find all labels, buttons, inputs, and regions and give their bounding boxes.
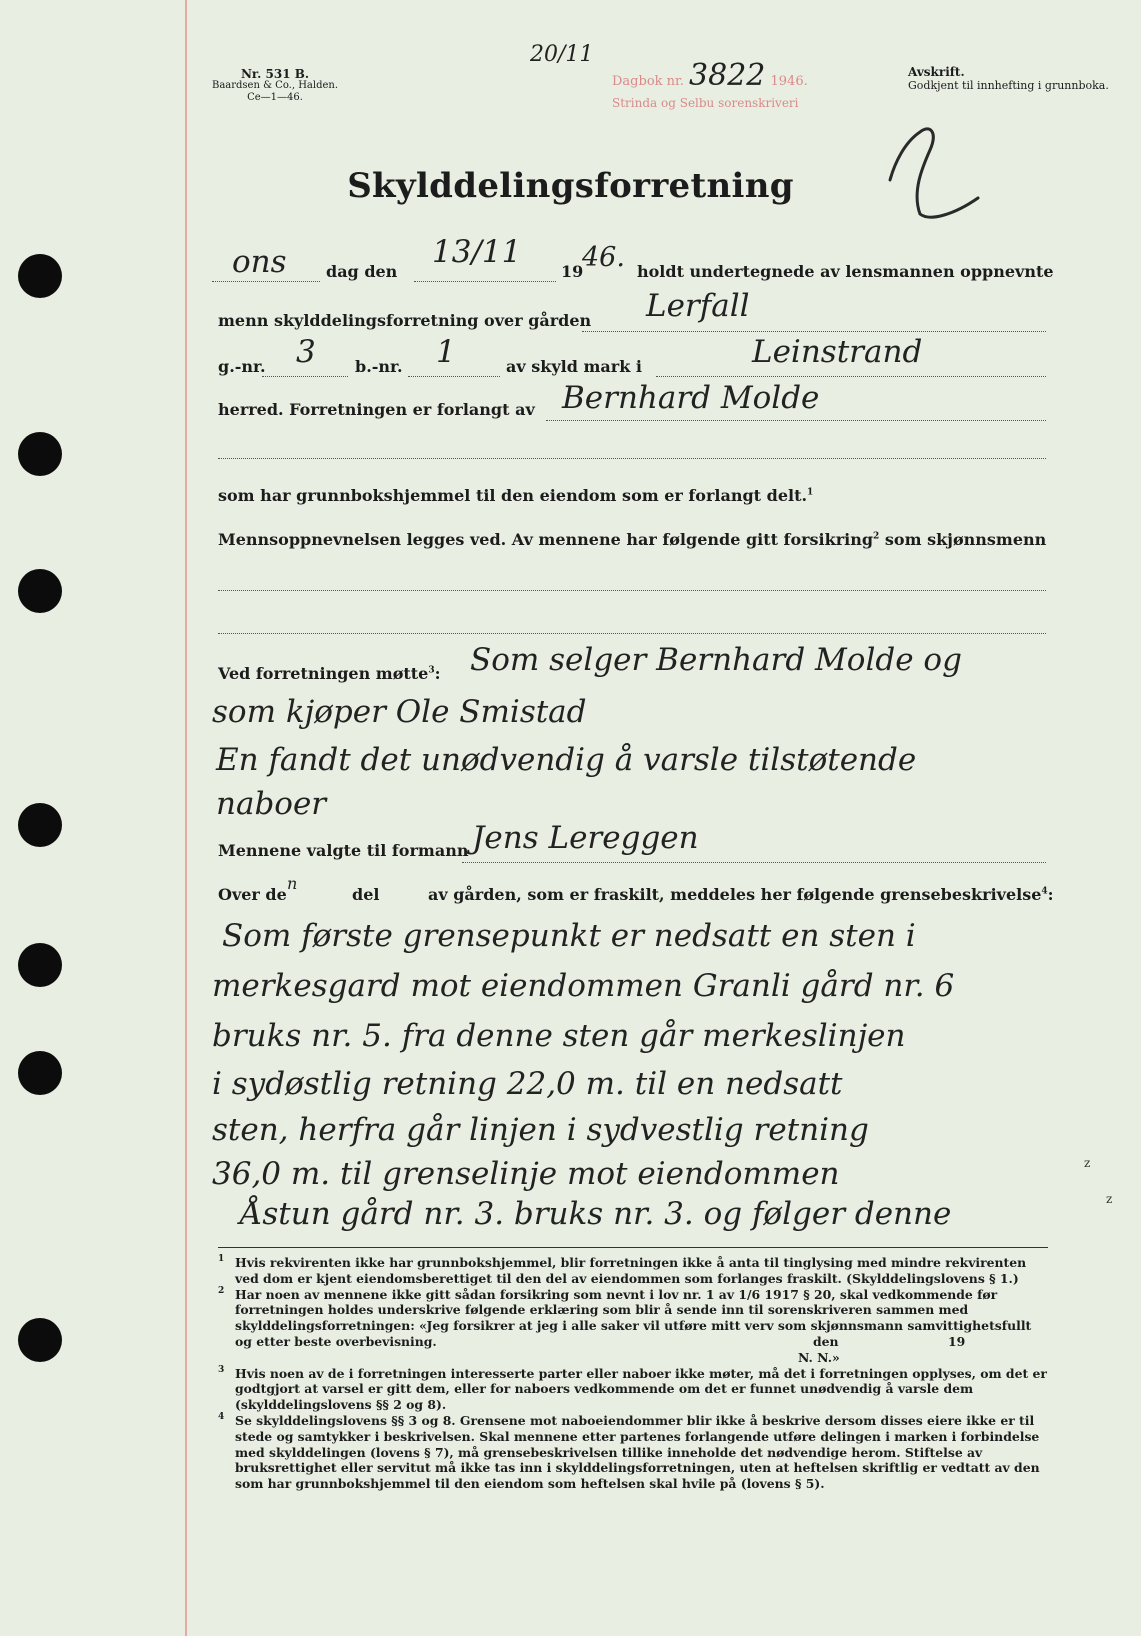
margin-mark: z (1084, 1156, 1091, 1170)
binder-hole (18, 432, 62, 476)
label-dag-den: dag den (326, 262, 398, 281)
binder-hole (18, 1051, 62, 1095)
footnote-number: 3 (218, 1364, 225, 1375)
stamp-prefix: Dagbok nr. (612, 74, 684, 89)
footnote-number: 2 (218, 1285, 225, 1296)
footnotes (218, 1255, 1048, 1492)
blank-line (218, 590, 1046, 591)
footnote-text: Hvis noen av de i forretningen interesserte parter eller naboer ikke møter, må det i forretningen opplyses, om det er godtgjort at varsel er gitt dem, eller for naboers vedkommende om det er funnet unødvendig å varsle dem (skylddelingslovens §§ 2 og 8). (235, 1365, 1047, 1413)
menn-tail: som skjønnsmenn (884, 530, 1047, 549)
avskrift-title: Avskrift. (908, 65, 965, 79)
year-value: 46. (582, 242, 625, 273)
binder-hole (18, 254, 62, 298)
weekday-value: ons (232, 244, 287, 280)
bnr-value: 1 (436, 334, 456, 370)
footnote-nn: N. N.» (798, 1349, 840, 1365)
footnote-text: Se skylddelingslovens §§ 3 og 8. Grensene mot naboeiendommer blir ikke å beskrive dersom disses eiere ikke er til stede og samtykker i beskrivelsen. Skal mennene etter partenes forlangende utføre delingen i marken i forbindelse med skylddelingen (lovens § 7), må grensebeskrivelsen tillike inneholde det nødvendige herom. Stiftelse av bruksrettighet eller servitut må ikke tas inn i skylddelingsforretningen, uten at heftelsen skriftlig er vedtatt av den som har grunnbokshjemmel til den eiendom som heftelsen skal hvile på (lovens § 5). (235, 1412, 1040, 1492)
stamp-year: 1946. (770, 74, 808, 89)
field-underline (462, 862, 1046, 863)
label-motte: Ved forretningen møtte$^3$: (218, 664, 441, 683)
binder-hole (18, 943, 62, 987)
field-underline (546, 420, 1046, 421)
printer-code: Ce—1—46. (247, 92, 303, 103)
footnote-rule (218, 1247, 1048, 1248)
label-herred: herred. Forretningen er forlangt av (218, 400, 535, 419)
printer-block (210, 68, 340, 104)
boundary-line-7: Åstun gård nr. 3. bruks nr. 3. og følger denne (240, 1196, 952, 1232)
footnote-number: 1 (218, 1254, 225, 1264)
binder-hole (18, 1318, 62, 1362)
footnote-1 (218, 1255, 1048, 1287)
label-formann: Mennene valgte til formann (218, 841, 469, 860)
footnote-number: 4 (218, 1411, 225, 1422)
boundary-line-2: merkesgard mot eiendommen Granli gård nr. 6 (212, 968, 955, 1004)
field-underline (414, 281, 556, 282)
label-bnr: b.-nr. (355, 357, 403, 376)
date-value: 13/11 (432, 234, 522, 270)
field-underline (656, 376, 1046, 377)
boundary-line-3: bruks nr. 5. fra denne sten går merkeslinjen (212, 1018, 906, 1054)
avskrift-note: Godkjent til innhefting i grunnboka. (908, 79, 1109, 92)
line1-tail: holdt undertegnede av lensmannen oppnevnte (637, 262, 1054, 281)
footnote-ref: 2 (873, 531, 880, 542)
journal-number: 3822 (689, 58, 766, 93)
label-19: 19 (561, 262, 584, 281)
footnote-text: Hvis rekvirenten ikke har grunnbokshjemmel, blir forretningen ikke å anta til tinglysing med mindre rekvirenten ved dom er kjent eiendomsberettiget til den del av eiendommen som forlanges fraskilt. (Skylddelingslovens § 1.) (235, 1255, 1027, 1286)
label-skyld: av skyld mark i (506, 357, 642, 376)
margin-line (185, 0, 187, 1636)
document-title: Skylddelingsforretning (347, 166, 794, 206)
margin-mark: z (1106, 1192, 1113, 1206)
label-gard-tail: av gården, som er fraskilt, meddeles her følgende grensebeskrivelse$^4$: (428, 885, 1054, 904)
footnote-ref: 1 (807, 487, 814, 498)
footnote-3 (218, 1366, 1048, 1413)
motte-line-4: naboer (216, 786, 327, 822)
motte-line-2: som kjøper Ole Smistad (212, 694, 587, 730)
motte-label: Ved forretningen møtte (218, 664, 429, 683)
field-underline (212, 281, 320, 282)
footnote-ref: 3 (428, 665, 435, 676)
over-insert: n (287, 874, 298, 893)
avskrift-block (908, 66, 1109, 92)
form-number: Nr. 531 B. (240, 67, 310, 81)
formann-name: Jens Lereggen (472, 820, 699, 856)
blank-line (218, 633, 1046, 634)
gard-tail-text: av gården, som er fraskilt, meddeles her følgende grensebeskrivelse (428, 885, 1042, 904)
date-note: 20/11 (530, 42, 594, 67)
motte-line-1: Som selger Bernhard Molde og (470, 642, 962, 678)
field-underline (582, 331, 1046, 332)
label-over-de: Over de (218, 885, 287, 904)
journal-stamp (612, 58, 808, 93)
label-over-garden: menn skylddelingsforretning over gården (218, 311, 592, 330)
field-underline (408, 376, 500, 377)
stamp-office: Strinda og Selbu sorenskriveri (612, 96, 799, 110)
binder-hole (18, 803, 62, 847)
printer-name: Baardsen & Co., Halden. (211, 80, 339, 91)
footnote-den: den (813, 1333, 839, 1349)
footnote-4 (218, 1413, 1048, 1492)
gnr-value: 3 (296, 334, 316, 370)
field-underline (262, 376, 348, 377)
motte-line-3: En fandt det unødvendig å varsle tilstøtende (216, 742, 917, 778)
boundary-line-6: 36,0 m. til grenselinje mot eiendommen (212, 1156, 840, 1192)
label-gnr: g.-nr. (218, 357, 266, 376)
footnote-ref: 4 (1041, 886, 1048, 897)
footnote-2 (218, 1287, 1048, 1350)
label-del: del (352, 885, 380, 904)
grunnbok-line (218, 486, 813, 505)
binder-hole (18, 569, 62, 613)
boundary-line-5: sten, herfra går linjen i sydvestlig retning (212, 1112, 869, 1148)
boundary-line-1: Som første grensepunkt er nedsatt en sten i (222, 918, 916, 954)
municipality-name: Leinstrand (752, 334, 923, 370)
boundary-line-4: i sydøstlig retning 22,0 m. til en nedsatt (212, 1066, 843, 1102)
requester-name: Bernhard Molde (562, 380, 820, 416)
farm-name: Lerfall (646, 288, 750, 324)
footnote-text: Har noen av mennene ikke gitt sådan forsikring som nevnt i lov nr. 1 av 1/6 1917 § 20, skal vedkommende før forretningen holdes underskrive følgende erklæring som blir å sende inn til sorenskriveren sammen med skylddelingsforretningen: «Jeg forsikrer at jeg i alle saker vil utføre mitt verv som skjønnsmann samvittighetsfullt og etter beste overbevisning. (235, 1286, 1032, 1349)
blank-line (218, 458, 1046, 459)
footnote-19: 19 (948, 1333, 966, 1349)
footnote-2-signature (218, 1350, 1048, 1366)
grunnbok-text: som har grunnbokshjemmel til den eiendom som er forlangt delt. (218, 486, 808, 505)
menn-line (218, 530, 1046, 549)
menn-text: Mennsoppnevnelsen legges ved. Av mennene har følgende gitt forsikring (218, 530, 874, 549)
